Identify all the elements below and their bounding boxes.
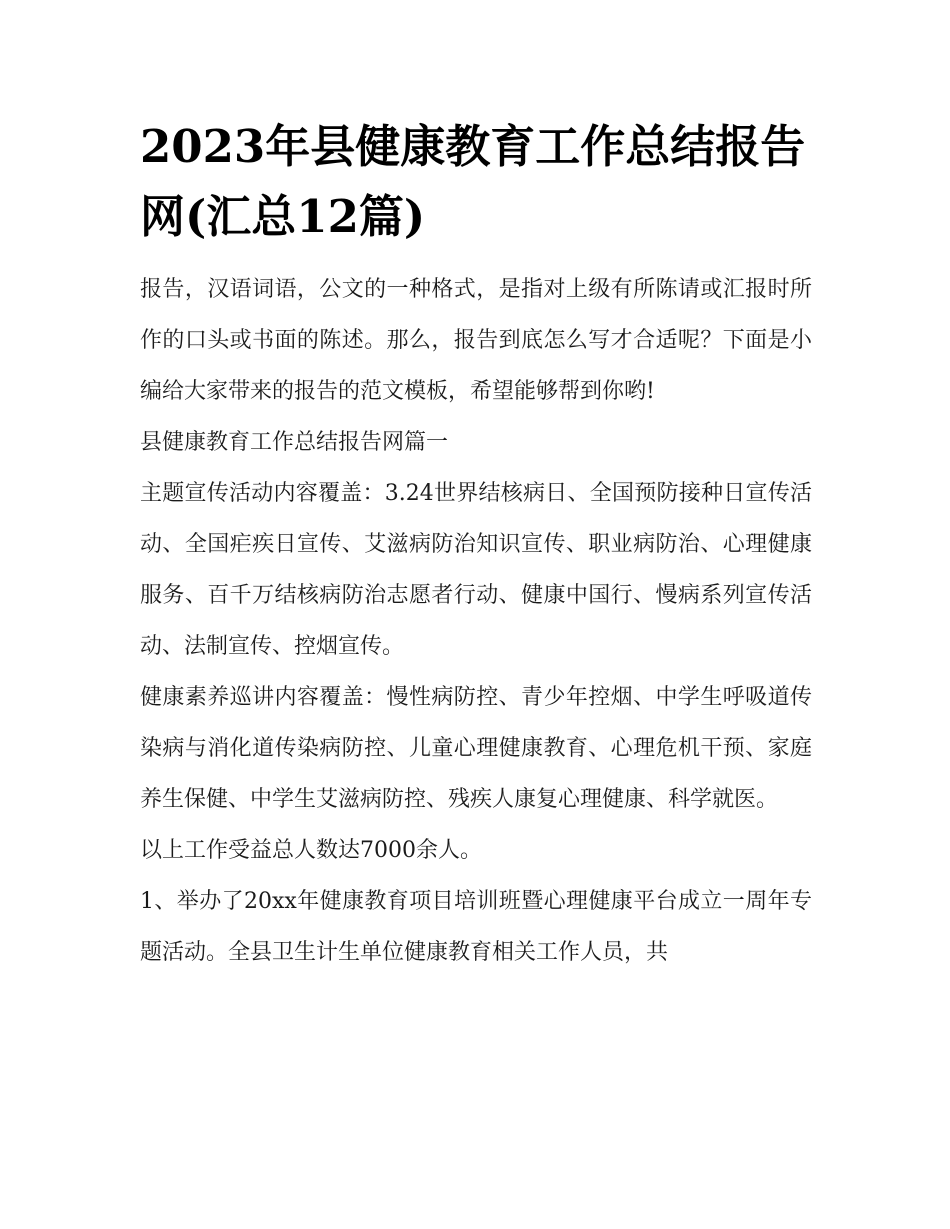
theme-activities-paragraph: 主题宣传活动内容覆盖：3.24世界结核病日、全国预防接种日宣传活动、全国疟疾日宣传、艾滋病防治知识宣传、职业病防治、心理健康服务、百千万结核病防治志愿者行动、健康中国行、慢病系列宣传活动、法制宣传、控烟宣传。 bbox=[140, 481, 812, 659]
beneficiaries-paragraph: 以上工作受益总人数达7000余人。 bbox=[140, 838, 482, 863]
document-title: 2023年县健康教育工作总结报告网(汇总12篇) bbox=[140, 120, 806, 243]
section-heading: 县健康教育工作总结报告网篇一 bbox=[140, 430, 449, 455]
intro-paragraph: 报告，汉语词语，公文的一种格式，是指对上级有所陈请或汇报时所作的口头或书面的陈述。那么，报告到底怎么写才合适呢？下面是小编给大家带来的报告的范文模板，希望能够帮到你哟! bbox=[140, 277, 812, 404]
health-literacy-paragraph: 健康素养巡讲内容覆盖：慢性病防控、青少年控烟、中学生呼吸道传染病与消化道传染病防控、儿童心理健康教育、心理危机干预、家庭养生保健、中学生艾滋病防控、残疾人康复心理健康、科学就医。 bbox=[140, 685, 812, 812]
item-1-paragraph: 1、举办了20xx年健康教育项目培训班暨心理健康平台成立一周年专题活动。全县卫生计生单位健康教育相关工作人员，共 bbox=[140, 889, 812, 965]
document-body bbox=[140, 112, 812, 978]
